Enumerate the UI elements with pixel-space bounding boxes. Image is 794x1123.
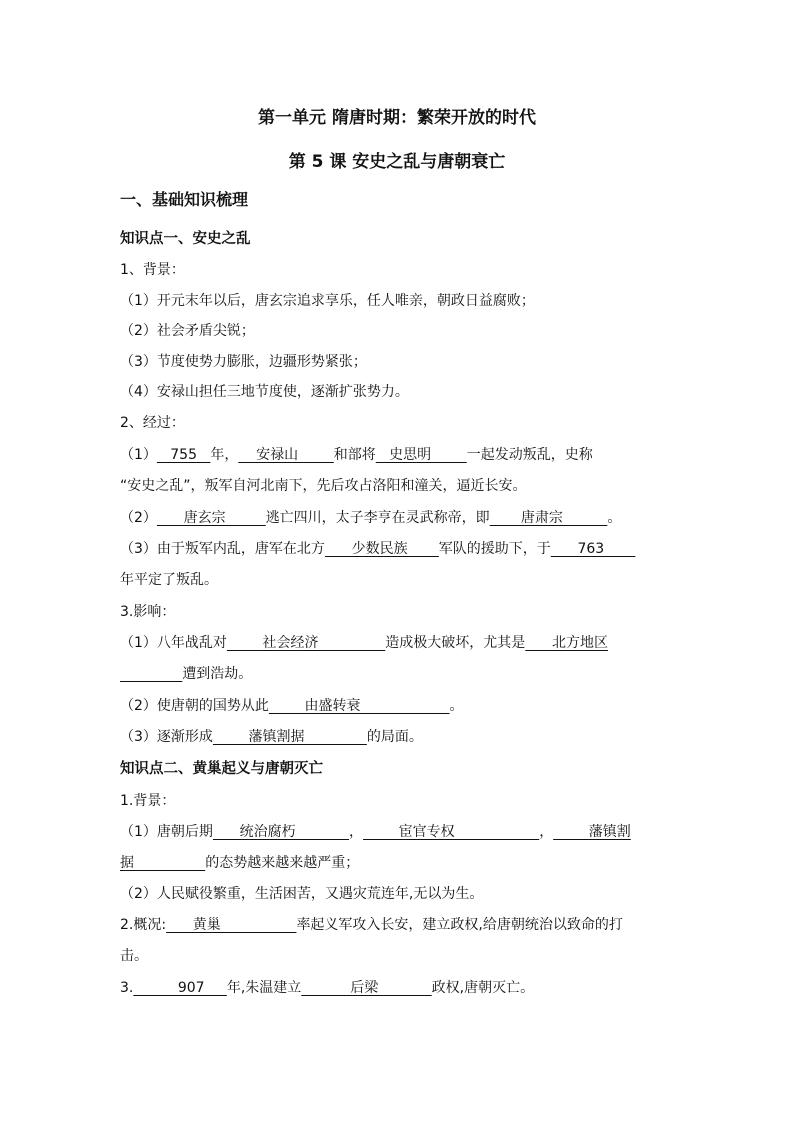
- answer-blank: [120, 666, 182, 682]
- answer-blank: 唐肃宗: [489, 510, 608, 526]
- background-label: 1、背景：: [120, 262, 185, 278]
- text: 的态势越来越来越严重；: [205, 855, 360, 871]
- text: 和部将: [333, 447, 376, 463]
- background-item-1: [120, 823, 631, 841]
- course-item-2: [120, 509, 621, 527]
- unit-title: 第一单元 隋唐时期：繁荣开放的时代: [258, 108, 536, 128]
- text: 军队的援助下，于: [438, 541, 551, 557]
- background-item: （3）节度使势力膨胀，边疆形势紧张；: [120, 354, 367, 370]
- text: 年,朱温建立: [226, 980, 302, 996]
- text: 逃亡四川，太子李亨在灵武称帝，即: [265, 510, 490, 526]
- background-item-2: （2）人民赋役繁重，生活困苦，又遇灾荒连年,无以为生。: [120, 886, 484, 902]
- text: （3）逐渐形成: [120, 729, 213, 745]
- text: 的局面。: [366, 729, 423, 745]
- text: （1）唐朝后期: [120, 824, 213, 840]
- knowledge-point-2-heading: 知识点二、黄巢起义与唐朝灭亡: [120, 761, 323, 777]
- course-item-1-cont: “安史之乱”，叛军自河北南下，先后攻占洛阳和潼关，逼近长安。: [120, 478, 527, 494]
- item-number: （2）: [120, 510, 157, 526]
- answer-blank: 据: [120, 855, 206, 871]
- ending-item: [120, 979, 534, 997]
- course-item-3-cont: 年平定了叛乱。: [120, 572, 218, 588]
- section-heading: 一、基础知识梳理: [120, 190, 249, 209]
- answer-blank: 藩镇割据: [212, 729, 367, 745]
- item-number: （1）: [120, 447, 157, 463]
- answer-blank: 藩镇割: [553, 824, 631, 840]
- background-item: （2）社会矛盾尖锐；: [120, 323, 255, 339]
- course-item-1: [120, 446, 593, 464]
- answer-blank: 763: [550, 541, 636, 557]
- text: 遭到浩劫。: [182, 666, 253, 682]
- text: 一起发动叛乱，史称: [466, 447, 593, 463]
- text: （3）由于叛军内乱，唐军在北方: [120, 541, 325, 557]
- impact-item-1: [120, 634, 608, 652]
- knowledge-point-1-heading: 知识点一、安史之乱: [120, 231, 251, 247]
- text: （1）八年战乱对: [120, 635, 227, 651]
- background-label: 1.背景：: [120, 793, 176, 809]
- text: 。: [607, 510, 622, 526]
- lesson-title: 第 5 课 安史之乱与唐朝衰亡: [288, 152, 506, 172]
- background-item-1-cont: [120, 854, 359, 872]
- text: 造成极大破坏，尤其是: [385, 635, 526, 651]
- answer-blank: 755: [156, 447, 211, 463]
- text: 率起义军攻入长安，建立政权,给唐朝统治以致命的打: [296, 917, 623, 933]
- text: ，: [349, 824, 364, 840]
- answer-blank: 907: [133, 980, 227, 996]
- answer-blank: 由盛转衰: [268, 698, 450, 714]
- text: 。: [449, 698, 464, 714]
- answer-blank: 少数民族: [324, 541, 439, 557]
- background-item: （1）开元末年以后，唐玄宗追求享乐，任人唯亲，朝政日益腐败；: [120, 293, 535, 309]
- impact-item-1-cont: [120, 665, 252, 683]
- impact-item-2: [120, 697, 464, 715]
- summary-item-cont: 击。: [120, 948, 148, 964]
- summary-item: [120, 916, 623, 934]
- item-number: 3.: [120, 980, 134, 996]
- answer-blank: 社会经济: [226, 635, 386, 651]
- answer-blank: 史思明: [375, 447, 467, 463]
- impact-label: 3.影响：: [120, 604, 176, 620]
- answer-blank: 统治腐朽: [212, 824, 350, 840]
- answer-blank: 北方地区: [525, 635, 608, 651]
- answer-blank: 后梁: [301, 980, 432, 996]
- item-number: 2.概况:: [120, 917, 167, 933]
- answer-blank: 宦官专权: [363, 824, 540, 840]
- text: （2）使唐朝的国势从此: [120, 698, 269, 714]
- text: 政权,唐朝灭亡。: [431, 980, 535, 996]
- course-item-3: [120, 540, 635, 558]
- answer-blank: 黄巢: [166, 917, 297, 933]
- background-item: （4）安禄山担任三地节度使，逐渐扩张势力。: [120, 384, 409, 400]
- answer-blank: 安禄山: [238, 447, 334, 463]
- text: ，: [539, 824, 554, 840]
- text: 年，: [210, 447, 239, 463]
- answer-blank: 唐玄宗: [156, 510, 266, 526]
- impact-item-3: [120, 728, 423, 746]
- course-label: 2、经过：: [120, 415, 185, 431]
